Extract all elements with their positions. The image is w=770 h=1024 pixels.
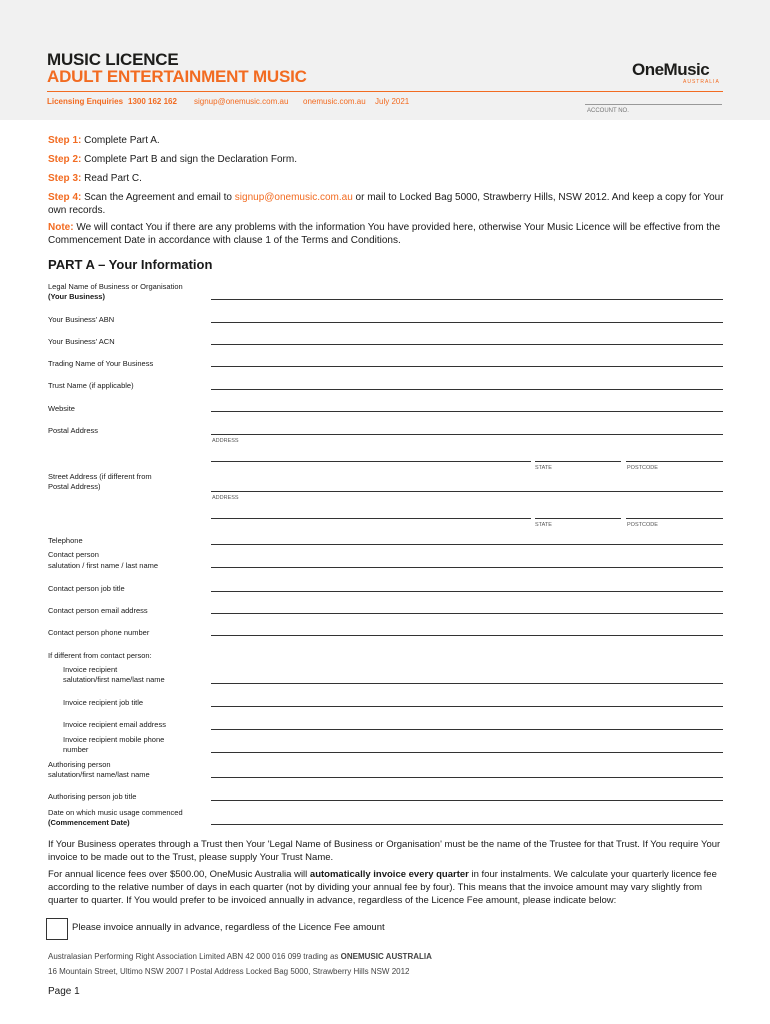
authorising-job-label: Authorising person job title <box>48 792 137 801</box>
phone-number: 1300 162 162 <box>128 97 177 106</box>
date-commenced-label: Date on which music usage commenced <box>48 808 183 817</box>
step-1: Step 1: Complete Part A. <box>48 135 160 146</box>
contact-phone-label: Contact person phone number <box>48 628 150 637</box>
account-number-label: ACCOUNT NO. <box>587 108 629 114</box>
postal-postcode-sub: POSTCODE <box>627 465 658 471</box>
contact-email-field[interactable] <box>211 613 723 614</box>
invoice-job-label: Invoice recipient job title <box>63 698 144 707</box>
postal-address-label: Postal Address <box>48 426 99 435</box>
postal-address-line2[interactable] <box>211 461 531 462</box>
abn-label: Your Business' ABN <box>48 315 115 324</box>
authorising-label: Authorising person <box>48 760 111 769</box>
legal-name-label: Legal Name of Business or Organisation <box>48 282 183 291</box>
invoice-recipient-label: Invoice recipient <box>63 665 118 674</box>
trust-name-label: Trust Name (if applicable) <box>48 381 134 390</box>
contact-person-label-2: salutation / first name / last name <box>48 561 159 570</box>
note: Note: We will contact You if there are any problems with the information You have provided here, otherwise Your Music Licence will be effective from the Commencement Date in accordance with clause 1 of the Terms and Conditions. <box>48 222 721 246</box>
title-line2: ADULT ENTERTAINMENT MUSIC <box>47 67 307 86</box>
form-date: July 2021 <box>375 97 410 106</box>
postal-address-sub: ADDRESS <box>212 438 239 444</box>
trust-name-field[interactable] <box>211 389 723 390</box>
step-2: Step 2: Complete Part B and sign the Declaration Form. <box>48 154 297 165</box>
website-label: Website <box>48 404 75 413</box>
page-number: Page 1 <box>48 986 80 997</box>
street-postcode-field[interactable] <box>626 518 723 519</box>
authorising-label-2: salutation/first name/last name <box>48 770 150 779</box>
invoice-mobile-label-2: number <box>63 745 89 754</box>
street-address-label: Street Address (if different from <box>48 472 152 481</box>
telephone-label: Telephone <box>48 536 83 545</box>
title-line1: MUSIC LICENCE <box>47 50 179 69</box>
legal-name-sub: (Your Business) <box>48 292 105 301</box>
if-different-label: If different from contact person: <box>48 651 152 660</box>
contact-job-label: Contact person job title <box>48 584 125 593</box>
annual-invoice-checkbox[interactable] <box>46 918 68 940</box>
street-address-line2[interactable] <box>211 518 531 519</box>
annual-invoice-checkbox-label: Please invoice annually in advance, regardless of the Licence Fee amount <box>72 922 385 933</box>
email-link[interactable]: signup@onemusic.com.au <box>194 97 289 106</box>
header-rule <box>47 91 723 92</box>
contact-phone-field[interactable] <box>211 635 723 636</box>
postal-address-field[interactable] <box>211 434 723 435</box>
trading-name-label: Trading Name of Your Business <box>48 359 154 368</box>
street-address-field[interactable] <box>211 491 723 492</box>
authorising-job-field[interactable] <box>211 800 723 801</box>
website-field[interactable] <box>211 411 723 412</box>
enquiries-label: Licensing Enquiries <box>47 97 124 106</box>
invoice-recipient-label-2: salutation/first name/last name <box>63 675 165 684</box>
annual-invoice-paragraph: For annual licence fees over $500.00, OneMusic Australia will automatically invoice every quarter in four instalments. We calculate your quarterly licence fee according to the relative number of days in each quarter (not by dividing your annual fee by four). This means that the invoice amount may vary slightly from quarter to quarter. If You would prefer to be invoiced annually in advance, regardless of the Licence Fee amount, please indicate below: <box>48 869 717 906</box>
street-address-sub: ADDRESS <box>212 495 239 501</box>
invoice-recipient-field[interactable] <box>211 683 723 684</box>
step-4-email-link[interactable]: signup@onemusic.com.au <box>234 192 353 203</box>
invoice-email-label: Invoice recipient email address <box>63 720 166 729</box>
trading-name-field[interactable] <box>211 366 723 367</box>
logo-subtitle: AUSTRALIA <box>683 79 720 85</box>
trust-paragraph: If Your Business operates through a Trust then Your 'Legal Name of Business or Organisation' must be the name of the Trustee for that Trust. If You require Your invoice to be made out to the Trust, please supply Your Trust Name. <box>48 839 721 863</box>
step-3: Step 3: Read Part C. <box>48 173 142 184</box>
postal-state-field[interactable] <box>535 461 621 462</box>
footer-address: 16 Mountain Street, Ultimo NSW 2007 I Postal Address Locked Bag 5000, Strawberry Hills NSW 2012 <box>48 967 410 976</box>
authorising-field[interactable] <box>211 777 723 778</box>
commencement-date-field[interactable] <box>211 824 723 825</box>
onemusic-logo: OneMusic <box>632 60 710 79</box>
street-state-field[interactable] <box>535 518 621 519</box>
abn-field[interactable] <box>211 322 723 323</box>
legal-name-field[interactable] <box>211 299 723 300</box>
street-address-label-2: Postal Address) <box>48 482 101 491</box>
street-state-sub: STATE <box>535 522 552 528</box>
part-a-heading: PART A – Your Information <box>48 257 213 272</box>
website-link[interactable]: onemusic.com.au <box>303 97 366 106</box>
contact-job-field[interactable] <box>211 591 723 592</box>
invoice-mobile-label: Invoice recipient mobile phone <box>63 735 165 744</box>
contact-person-label: Contact person <box>48 550 99 559</box>
acn-label: Your Business' ACN <box>48 337 115 346</box>
acn-field[interactable] <box>211 344 723 345</box>
contact-person-field[interactable] <box>211 567 723 568</box>
invoice-email-field[interactable] <box>211 729 723 730</box>
telephone-field[interactable] <box>211 544 723 545</box>
invoice-mobile-field[interactable] <box>211 752 723 753</box>
street-postcode-sub: POSTCODE <box>627 522 658 528</box>
step-4: Step 4: Scan the Agreement and email to signup@onemusic.com.au or mail to Locked Bag 5000, Strawberry Hills, NSW 2012. And keep a copy for Your own records. <box>48 192 724 216</box>
footer-company: Australasian Performing Right Association Limited ABN 42 000 016 099 trading as ONEMUSIC AUSTRALIA <box>48 952 432 961</box>
contact-email-label: Contact person email address <box>48 606 148 615</box>
postal-postcode-field[interactable] <box>626 461 723 462</box>
invoice-job-field[interactable] <box>211 706 723 707</box>
account-number-field[interactable] <box>585 104 722 105</box>
commencement-date-sub: (Commencement Date) <box>48 818 130 827</box>
postal-state-sub: STATE <box>535 465 552 471</box>
